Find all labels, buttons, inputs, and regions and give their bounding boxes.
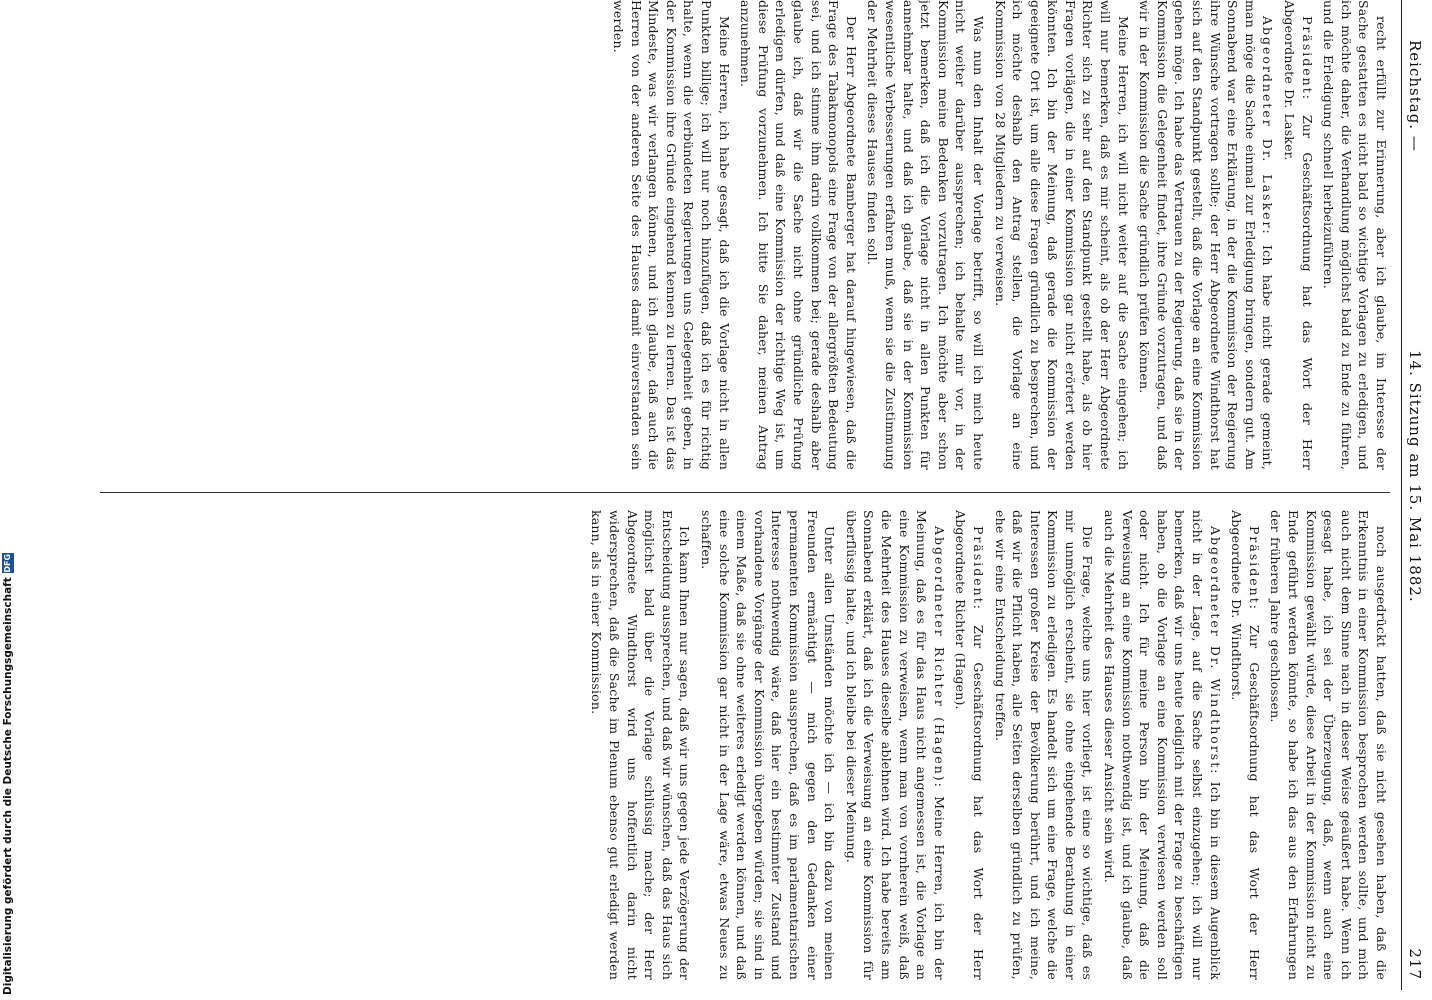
- paragraph-text: recht erfüllt zur Erinnerung, aber ich glaube, im Interesse der Sache gestatten es nicht bald so wichtige Vorlagen zu erledigen, und ich möchte daher, die Verhandlung möglichst bald zu Ende zu führen, und die Erledigung schnell herbeizuführen.: [1321, 0, 1389, 470]
- paragraph-text: Die Frage, welche uns hier vorliegt, ist eine so wichtige, daß es mir unmöglich erscheint, sie ohne eingehende Berathung in einer Kommission zu erledigen. Es handelt sich um eine Frage, welche die Interessen großer Kreise der Bevölkerung berührt, und ich meine, daß wir die Pflicht haben, alle Seiten derselben gründlich zu prüfen, ehe wir eine Entscheidung treffen.: [992, 510, 1096, 980]
- paragraph: [952, 510, 987, 980]
- paragraph: [1267, 510, 1390, 980]
- paragraph: [991, 0, 1132, 470]
- paragraph: [864, 0, 987, 470]
- paragraph: [1320, 0, 1390, 470]
- dfg-imprint: [2, 553, 14, 995]
- column-right: [100, 510, 1390, 980]
- paragraph: [1280, 0, 1315, 470]
- speaker-name: Präsident:: [1299, 16, 1315, 101]
- paragraph-text: Ich bin in diesem Augenblick nicht in der Lage, auf die Sache selbst einzugehen; ich will nur bemerken, daß wir uns heute lediglich mit der Frage zu beschäftigen haben, ob die Vorlage an eine Kommission verwiesen werden soll oder nicht. Ich für meine Person bin der Meinung, daß die Verweisung an eine Kommission nothwendig ist, und ich glaube, daß auch die Mehrheit des Hauses dieser Ansicht sein wird.: [1102, 510, 1223, 980]
- paragraph: [1101, 510, 1224, 980]
- paragraph-text: Zur Geschäftsordnung hat das Wort der Herr Abgeordnete Richter (Hagen).: [953, 510, 986, 980]
- column-divider: [100, 492, 1390, 493]
- paragraph: [842, 510, 948, 980]
- header-left: Reichstag. —: [1406, 40, 1424, 152]
- header-title: 14. Sitzung am 15. Mai 1882.: [1406, 350, 1424, 603]
- paragraph-text: Unter allen Umständen möchte ich — ich bin dazu von meinen Freunden ermächtigt — mich gegen den Gedanken einer permanenten Kommission aussprechen, daß es im parlamentarischen Interesse nothwendig wäre, daß hier ein bestimmter Zustand und vorhandene Vorgänge der Kommission übergeben würden; sie sind in einem Maße, daß sie ohne weiteres erledigt werden können, und daß eine solche Kommission gar nicht in der Lage wäre, etwas Neues zu schaffen.: [699, 510, 838, 980]
- paragraph-text: Der Herr Abgeordnete Bamberger hat darauf hingewiesen, daß die Frage des Tabakmonopols eine Frage von der allergrößten Bedeutung sei, und ich stimme ihm darin vollkommen bei; gerade deshalb aber glaube ich, daß wir die Sache nicht ohne gründliche Prüfung erledigen dürfen, und daß eine Kommission der richtige Weg ist, um diese Prüfung vorzunehmen. Ich bitte Sie daher, meinen Antrag anzunehmen.: [738, 0, 859, 470]
- document-page: [40, 0, 1432, 1000]
- paragraph: [609, 0, 732, 470]
- paragraph: [588, 510, 694, 980]
- paragraph: [737, 0, 860, 470]
- paragraph-text: Meine Herren, ich will nicht weiter auf die Sache eingehen; ich will nur bemerken, daß es mir scheint, als ob der Herr Abgeordnete Richter sich zu sehr auf den Standpunkt gestellt habe, als ob hier Fragen vorlägen, die in einer Kommission gar nicht erörtert werden könnten. Ich bin der Meinung, daß gerade die Kommission der geeignete Ort ist, um alle diese Fragen gründlich zu besprechen, und ich möchte deshalb den Antrag stellen, die Vorlage an eine Kommission von 28 Mitgliedern zu verweisen.: [992, 0, 1131, 470]
- paragraph: [1136, 0, 1277, 470]
- speaker-name: Präsident:: [970, 526, 986, 611]
- speaker-name: Abgeordneter Dr. Lasker:: [1260, 16, 1276, 236]
- page-header: [1402, 0, 1424, 990]
- speaker-name: Abgeordneter Dr. Windthorst:: [1207, 526, 1223, 776]
- dfg-logo-icon: DFG: [3, 553, 12, 573]
- paragraph-text: Ich habe nicht gerade gemeint, man möge die Sache einmal zur Erledigung bringen, sondern gut. Am Sonnabend war eine Erklärung, in der die Kommission der Regierung ihre Wünsche vortragen sollte; der Herr Abgeordnete Windthorst hat sich auf den Standpunkt gestellt, daß die Vorlage an eine Kommission gehen möge. Ich habe das Vertrauen zu der Regierung, daß sie in der Kommission die Gelegenheit findet, ihre Gründe vorzutragen, und daß wir in der Kommission die Sache gründlich prüfen können.: [1137, 0, 1276, 470]
- paragraph: [991, 510, 1097, 980]
- speaker-name: Abgeordneter Richter (Hagen):: [931, 526, 947, 789]
- paragraph-text: Ich kann Ihnen nur sagen, daß wir uns gegen jede Verzögerung der Entscheidung aussprechen, und daß wir wünschen, daß das Haus sich möglichst bald über die Vorlage schlüssig mache; der Herr Abgeordnete Windthorst wird uns hoffentlich darin nicht widersprechen, daß die Sache im Plenum ebenso gut erledigt werden kann, als in einer Kommission.: [589, 510, 693, 980]
- paragraph: [697, 510, 838, 980]
- paragraph-text: Meine Herren, ich habe gesagt, daß ich die Vorlage nicht in allen Punkten billige; ich will nur noch hinzufügen, daß ich es für richtig halte, wenn die verbündeten Regierungen uns Gelegenheit geben, in der Kommission ihre Gründe eingehend kennen zu lernen. Das ist das Mindeste, was wir verlangen können, und ich glaube, daß auch die Herren von der anderen Seite des Hauses damit einverstanden sein werden.: [611, 0, 732, 470]
- paragraph-text: Was nun den Inhalt der Vorlage betrifft, so will ich mich heute nicht weiter darüber aussprechen; ich behalte mir vor, in der Kommission meine Bedenken vorzutragen. Ich möchte aber schon jetzt bemerken, daß ich die Vorlage nicht in allen Punkten für annehmbar halte, und daß ich glaube, daß sie in der Kommission wesentliche Verbesserungen erfahren muß, wenn sie die Zustimmung der Mehrheit dieses Hauses finden soll.: [865, 0, 986, 470]
- speaker-name: Präsident:: [1246, 526, 1262, 611]
- paragraph-text: noch ausgedrückt hatten, daß sie nicht gesehen haben, daß die Erkenntnis in einer Kommission besprochen werden sollte, und mich auch nicht dem Sinne nach in dieser Weise geäußert habe. Wenn ich gesagt habe, ich sei der Überzeugung, daß, wenn auch eine Kommission gewählt würde, diese Arbeit in der Kommission nicht zu Ende geführt werden könnte, so habe ich das aus den Erfahrungen der früheren Jahre geschlossen.: [1268, 510, 1389, 980]
- paragraph-text: Zur Geschäftsordnung hat das Wort der Herr Abgeordnete Dr. Windthorst.: [1229, 510, 1262, 980]
- imprint-text: Digitalisierung gefördert durch die Deutsche Forschungsgemeinschaft: [2, 577, 14, 995]
- header-divider: [1401, 0, 1402, 990]
- rotated-page-content: [82, 0, 1432, 990]
- paragraph-text: Zur Geschäftsordnung hat das Wort der Herr Abgeordnete Dr. Lasker.: [1282, 0, 1315, 470]
- page-number: 217: [1406, 948, 1424, 980]
- paragraph-text: Meine Herren, ich bin der Meinung, daß es für das Haus nicht angemessen ist, die Vorlage an eine Kommission zu verweisen, wenn man von vornherein weiß, daß die Mehrheit des Hauses dieselbe ablehnen wird. Ich habe bereits am Sonnabend erklärt, daß ich die Verweisung an eine Kommission für überflüssig halte, und ich bleibe bei dieser Meinung.: [843, 510, 947, 980]
- column-left: [100, 0, 1390, 470]
- paragraph: [1228, 510, 1263, 980]
